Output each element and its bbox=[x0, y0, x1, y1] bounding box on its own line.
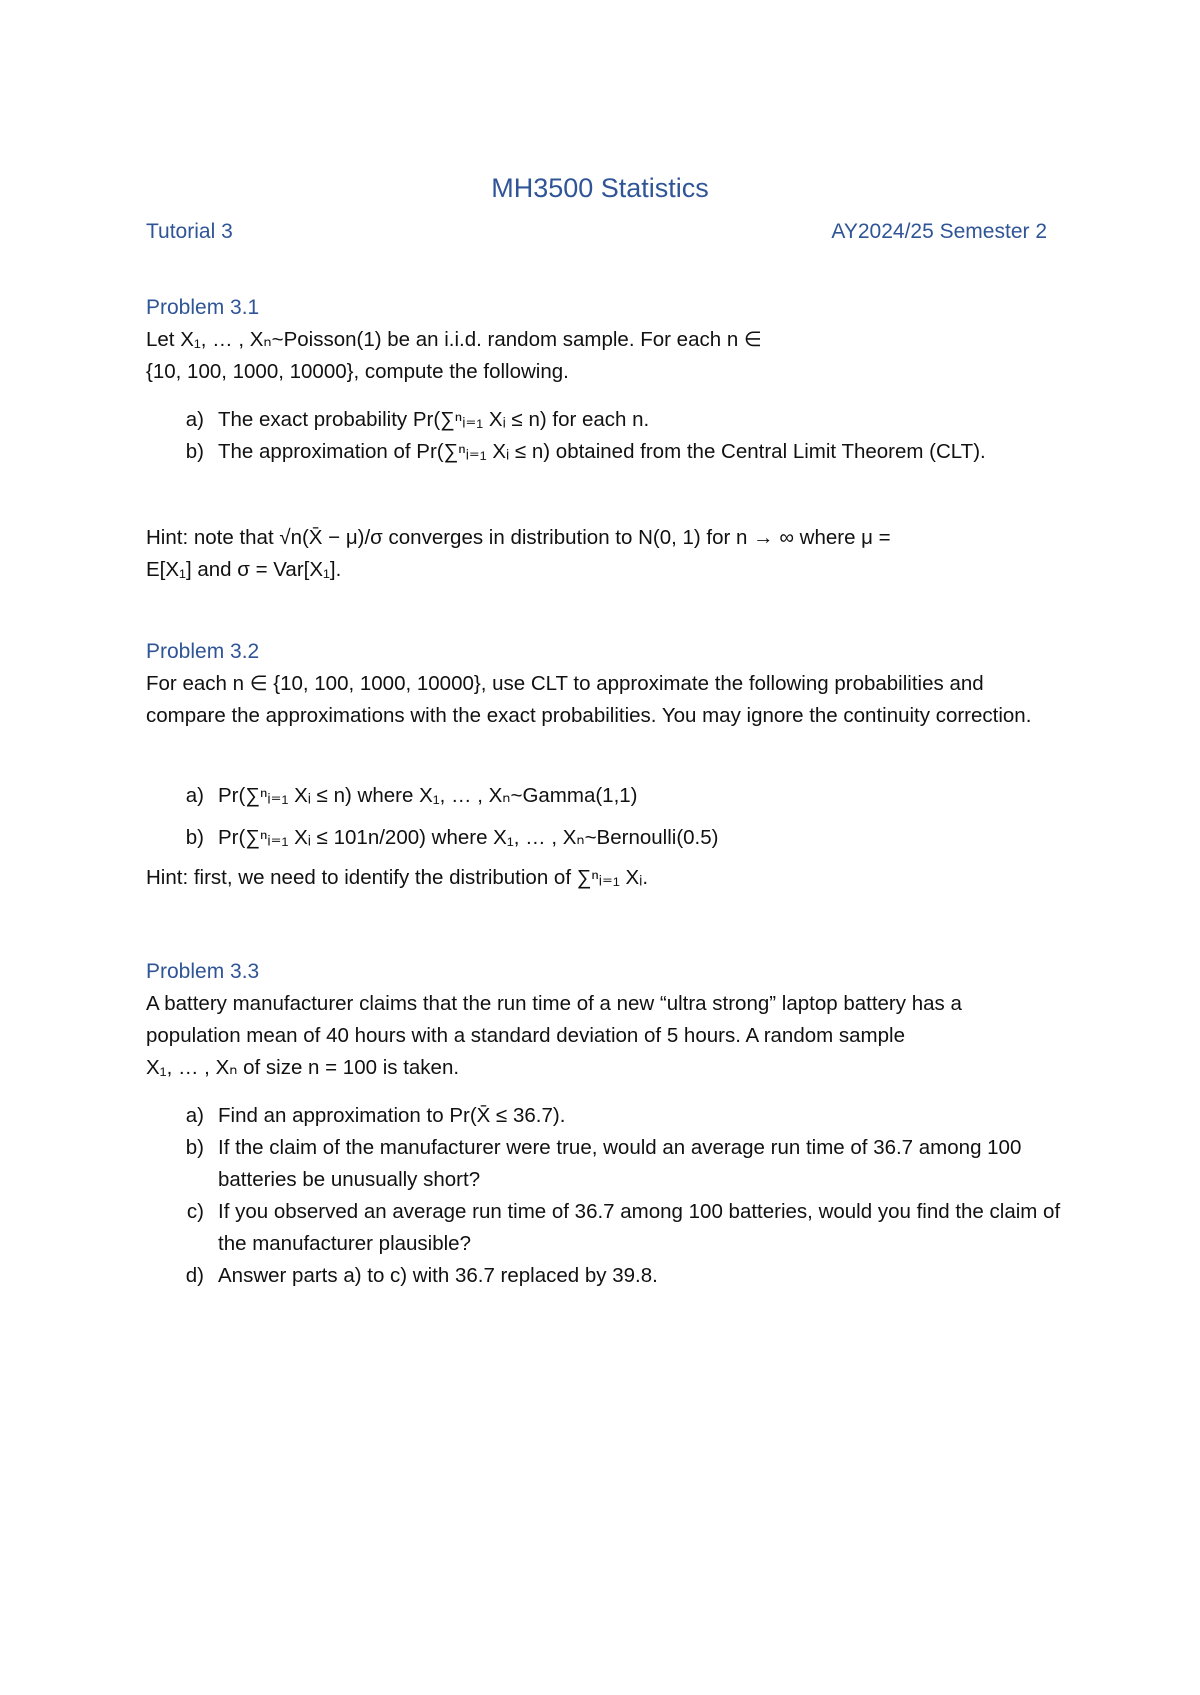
item-label: d) bbox=[185, 1264, 204, 1287]
problem-3-3-intro-line-3: X₁, … , Xₙ of size n = 100 is taken. bbox=[146, 1056, 460, 1079]
item-label: a) bbox=[185, 408, 204, 431]
problem-3-1-intro-line-2: {10, 100, 1000, 10000}, compute the following. bbox=[146, 360, 569, 383]
problem-3-3-heading: Problem 3.3 bbox=[146, 960, 260, 983]
tutorial-number: Tutorial 3 bbox=[146, 220, 233, 243]
item-label: a) bbox=[185, 1104, 204, 1127]
list-item bbox=[146, 1100, 1066, 1132]
problem-3-2-hint bbox=[146, 862, 1066, 894]
problem-3-1-hint-line-1: Hint: note that √n(X̄ − μ)/σ converges in distribution to N(0, 1) for n → ∞ where μ = bbox=[146, 526, 891, 549]
item-label: a) bbox=[185, 784, 204, 807]
item-text: The exact probability Pr(∑ⁿᵢ₌₁ Xᵢ ≤ n) for each n. bbox=[218, 408, 650, 431]
item-text: If the claim of the manufacturer were true, would an average run time of 36.7 among 100 batteries be unusually short? bbox=[218, 1136, 1022, 1191]
problem-3-3-intro-line-1: A battery manufacturer claims that the run time of a new “ultra strong” laptop battery has a bbox=[146, 992, 962, 1015]
list-item bbox=[146, 1260, 1066, 1292]
list-item bbox=[146, 404, 1066, 436]
problem-3-3-intro bbox=[146, 988, 1066, 1084]
list-item bbox=[146, 822, 1066, 854]
list-item bbox=[146, 1196, 1066, 1260]
problem-3-1-heading: Problem 3.1 bbox=[146, 296, 260, 319]
item-text: The approximation of Pr(∑ⁿᵢ₌₁ Xᵢ ≤ n) obtained from the Central Limit Theorem (CLT). bbox=[218, 440, 986, 463]
problem-3-1-items bbox=[146, 404, 1066, 468]
problem-3-1-hint-line-2: E[X₁] and σ = Var[X₁]. bbox=[146, 558, 342, 581]
list-item bbox=[146, 1132, 1066, 1196]
problem-3-2-hint-text: Hint: first, we need to identify the distribution of ∑ⁿᵢ₌₁ Xᵢ. bbox=[146, 866, 649, 889]
problem-3-1-intro-line-1: Let X₁, … , Xₙ~Poisson(1) be an i.i.d. random sample. For each n ∈ bbox=[146, 328, 762, 351]
item-label: b) bbox=[185, 1136, 204, 1159]
item-label: c) bbox=[186, 1200, 204, 1223]
item-text: Pr(∑ⁿᵢ₌₁ Xᵢ ≤ n) where X₁, … , Xₙ~Gamma(1,1) bbox=[218, 784, 638, 807]
item-text: If you observed an average run time of 36.7 among 100 batteries, would you find the claim of the manufacturer plausible? bbox=[218, 1200, 1061, 1255]
semester-label: AY2024/25 Semester 2 bbox=[831, 220, 1047, 243]
problem-3-3-items bbox=[146, 1100, 1066, 1292]
problem-3-1-intro bbox=[146, 324, 1066, 388]
problem-3-1-hint bbox=[146, 522, 1066, 586]
list-item bbox=[146, 780, 1066, 812]
document-title: MH3500 Statistics bbox=[491, 173, 709, 203]
problem-3-2-intro bbox=[146, 668, 1066, 732]
problem-3-3-intro-line-2: population mean of 40 hours with a standard deviation of 5 hours. A random sample bbox=[146, 1024, 905, 1047]
item-text: Answer parts a) to c) with 36.7 replaced by 39.8. bbox=[218, 1264, 658, 1287]
item-text: Pr(∑ⁿᵢ₌₁ Xᵢ ≤ 101n/200) where X₁, … , Xₙ~Bernoulli(0.5) bbox=[218, 826, 719, 849]
item-text: Find an approximation to Pr(X̄ ≤ 36.7). bbox=[218, 1104, 566, 1127]
item-label: b) bbox=[185, 826, 204, 849]
list-item bbox=[146, 436, 1066, 468]
problem-3-2-items bbox=[146, 780, 1066, 854]
problem-3-2-heading: Problem 3.2 bbox=[146, 640, 260, 663]
item-label: b) bbox=[185, 440, 204, 463]
problem-3-2-intro-text: For each n ∈ {10, 100, 1000, 10000}, use CLT to approximate the following probabilities and compare the approximations with the exact probabilities. You may ignore the continuity correction. bbox=[146, 672, 1032, 727]
